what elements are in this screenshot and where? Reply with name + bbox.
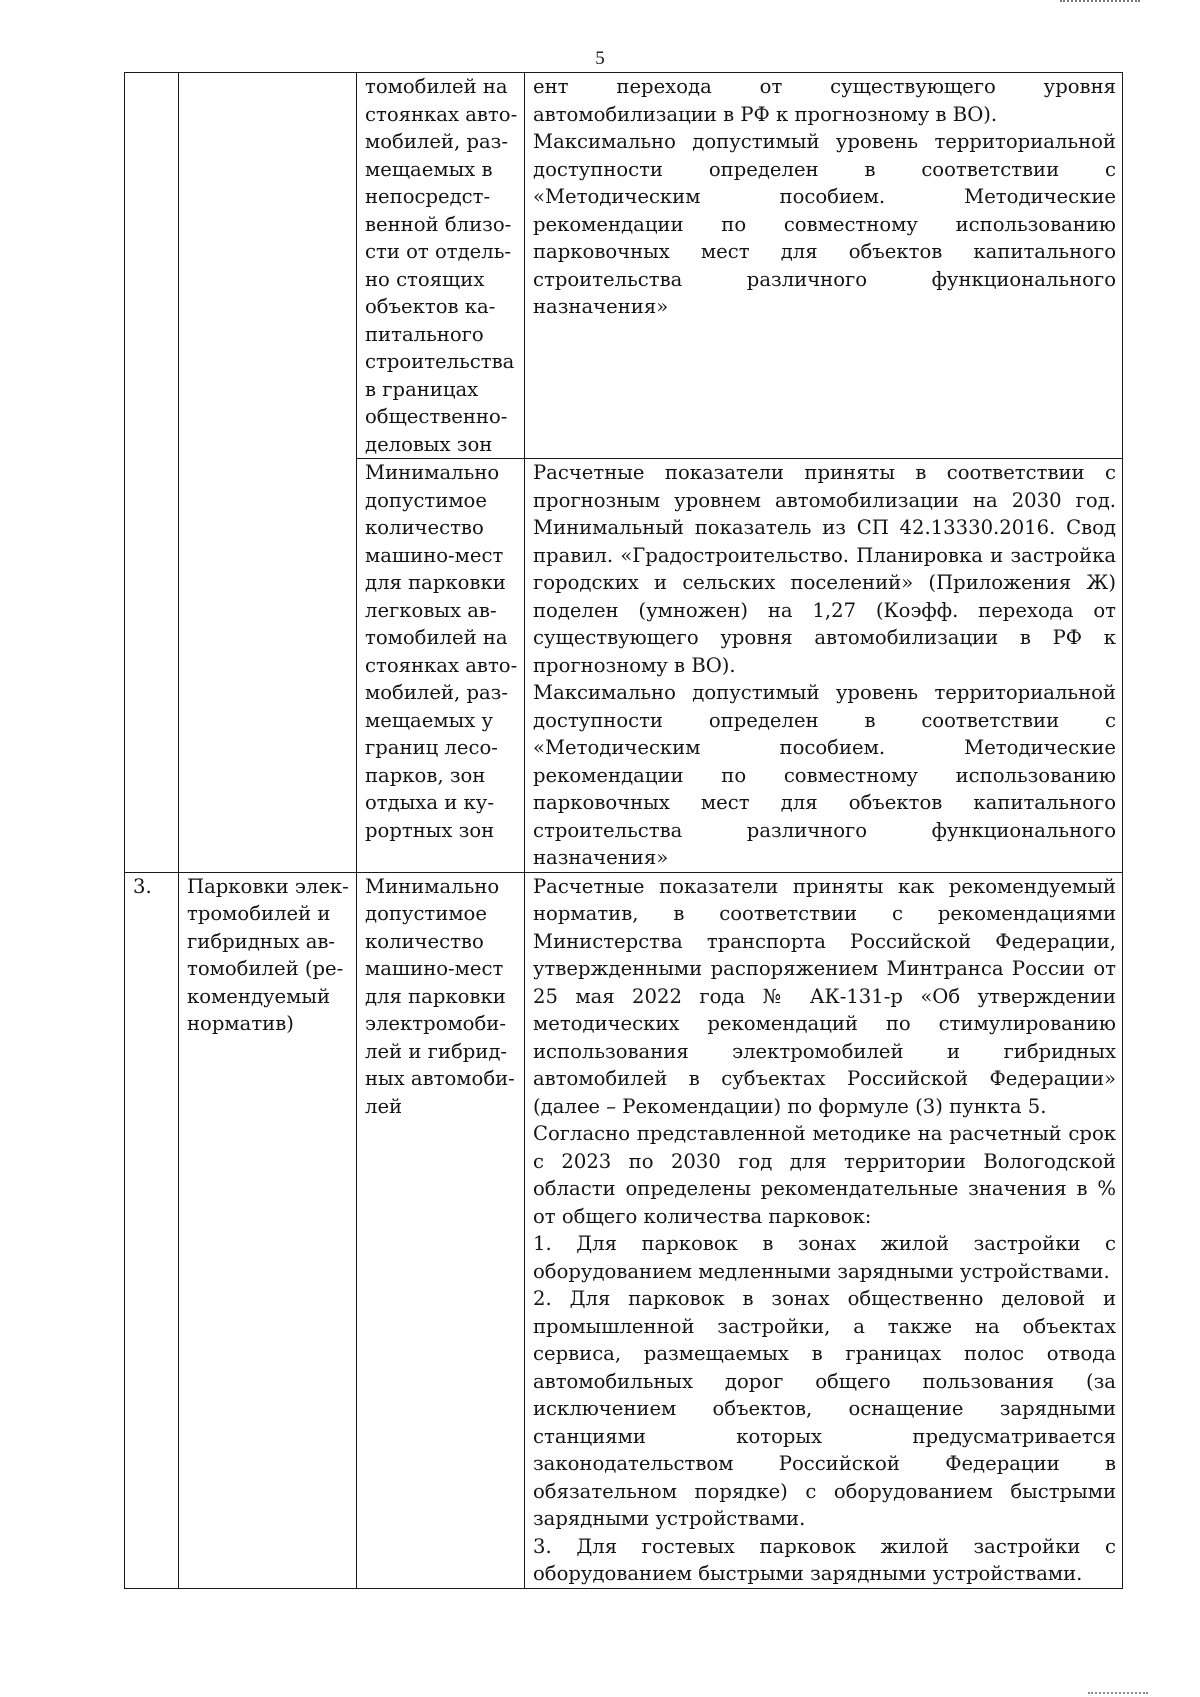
- indicator-line: мещаемых у: [365, 708, 493, 732]
- indicator-line: строительства: [365, 350, 515, 373]
- indicator-line: Минимально: [365, 874, 500, 898]
- parking-type-line: томобилей (ре-: [187, 957, 344, 980]
- indicator-line: количество: [365, 516, 484, 539]
- indicator-line: лей и гибрид-: [365, 1039, 508, 1063]
- indicator-line: для парковки: [365, 984, 506, 1008]
- indicator-line: непосредст-: [365, 185, 491, 208]
- indicator-line: Минимально: [365, 461, 500, 484]
- indicator-line: машино-мест: [365, 957, 504, 980]
- indicator-line: электромоби-: [365, 1012, 506, 1035]
- indicator-line: допустимое: [365, 902, 487, 925]
- indicator-line: парков, зон: [365, 763, 486, 787]
- basis-paragraph: ент перехода от существующего уровня автомобилизации в РФ к прогнозному в ВО).: [533, 75, 1116, 126]
- basis-paragraph: Максимально допустимый уровень территориальной доступности определен в соответствии с «Методическим пособием. Методические рекомендации по совместному использованию парковочных мест для объектов капитального строительства различного функционального назначения»: [533, 130, 1116, 318]
- indicator-cell: [357, 73, 525, 459]
- indicator-line: томобилей на: [365, 626, 508, 649]
- basis-paragraph: Расчетные показатели приняты в соответствии с прогнозным уровнем автомобилизации на 2030 год. Минимальный показатель из СП 42.13330.2016. Свод правил. «Градостроительство. Планировка и застройка городских и сельских поселений» (Приложения Ж) поделен (умножен) на 1,27 (Коэфф. перехода от существующего уровня автомобилизации в РФ к прогнозному в ВО).: [533, 461, 1116, 677]
- indicator-line: количество: [365, 929, 484, 953]
- indicator-line: границ лесо-: [365, 736, 498, 759]
- row-number-cell: 3.: [125, 872, 179, 1588]
- scan-edge-mark: [1088, 1692, 1148, 1697]
- parking-type-cell: [179, 73, 357, 873]
- basis-cell: [525, 872, 1123, 1588]
- basis-paragraph: Расчетные показатели приняты как рекомендуемый норматив, в соответствии с рекомендациями Министерства транспорта Российской Федерации, утвержденными распоряжением Минтранса России от 25 мая 2022 года № АК-131-р «Об утверждении методических рекомендаций по стимулированию использования электромобилей и гибридных автомобилей в субъектах Российской Федерации» (далее – Рекомендации) по формуле (3) пункта 5.: [533, 874, 1116, 1118]
- indicator-line: мобилей, раз-: [365, 681, 508, 704]
- indicator-cell: [357, 872, 525, 1588]
- indicator-line: отдыха и ку-: [365, 791, 494, 814]
- row-number-cell: [125, 73, 179, 873]
- page-number: 5: [595, 48, 605, 69]
- norms-table: [124, 72, 1123, 1589]
- indicator-line: лей: [365, 1094, 403, 1118]
- indicator-line: общественно-: [365, 405, 508, 428]
- basis-paragraph: Максимально допустимый уровень территориальной доступности определен в соответствии с «Методическим пособием. Методические рекомендации по совместному использованию парковочных мест для объектов капитального строительства различного функционального назначения»: [533, 681, 1116, 869]
- indicator-line: томобилей на: [365, 75, 508, 98]
- basis-paragraph: 1. Для парковок в зонах жилой застройки с оборудованием медленными зарядными устройствами.: [533, 1232, 1116, 1283]
- indicator-line: стоянках авто-: [365, 102, 518, 126]
- indicator-line: деловых зон: [365, 432, 493, 456]
- basis-paragraph: 2. Для парковок в зонах общественно деловой и промышленной застройки, а также на объектах сервиса, размещаемых в границах полос отвода автомобильных дорог общего пользования (за исключением объектов, оснащение зарядными станциями которых предусматривается законодательством Российской Федерации в обязательном порядке) с оборудованием быстрыми зарядными устройствами.: [533, 1287, 1116, 1530]
- indicator-line: ных автомоби-: [365, 1067, 515, 1090]
- parking-type-line: Парковки элек-: [187, 874, 349, 898]
- indicator-line: объектов ка-: [365, 295, 496, 318]
- parking-type-line: гибридных ав-: [187, 929, 336, 953]
- basis-paragraph: 3. Для гостевых парковок жилой застройки с оборудованием быстрыми зарядными устройствами.: [533, 1534, 1116, 1585]
- indicator-line: в границах: [365, 377, 479, 401]
- parking-type-line: норматив): [187, 1012, 294, 1035]
- parking-type-cell: [179, 872, 357, 1588]
- basis-cell: [525, 459, 1123, 873]
- indicator-line: рортных зон: [365, 818, 495, 842]
- scan-edge-mark: [1060, 0, 1140, 5]
- indicator-line: допустимое: [365, 488, 487, 512]
- indicator-line: машино-мест: [365, 543, 504, 567]
- parking-type-line: комендуемый: [187, 984, 331, 1008]
- basis-paragraph: Согласно представленной методике на расчетный срок с 2023 по 2030 год для территории Вологодской области определены рекомендательные значения в % от общего количества парковок:: [533, 1122, 1116, 1228]
- indicator-line: легковых ав-: [365, 598, 497, 622]
- indicator-line: для парковки: [365, 571, 506, 594]
- indicator-line: но стоящих: [365, 267, 485, 291]
- indicator-line: мобилей, раз-: [365, 130, 508, 153]
- indicator-line: сти от отдель-: [365, 240, 511, 263]
- basis-cell: [525, 73, 1123, 459]
- indicator-line: питального: [365, 322, 484, 346]
- table-row: [125, 73, 1123, 459]
- indicator-line: венной близо-: [365, 212, 512, 236]
- indicator-line: мещаемых в: [365, 157, 493, 181]
- indicator-cell: [357, 459, 525, 873]
- indicator-line: стоянках авто-: [365, 653, 518, 677]
- parking-type-line: тромобилей и: [187, 902, 331, 925]
- table-row: [125, 872, 1123, 1588]
